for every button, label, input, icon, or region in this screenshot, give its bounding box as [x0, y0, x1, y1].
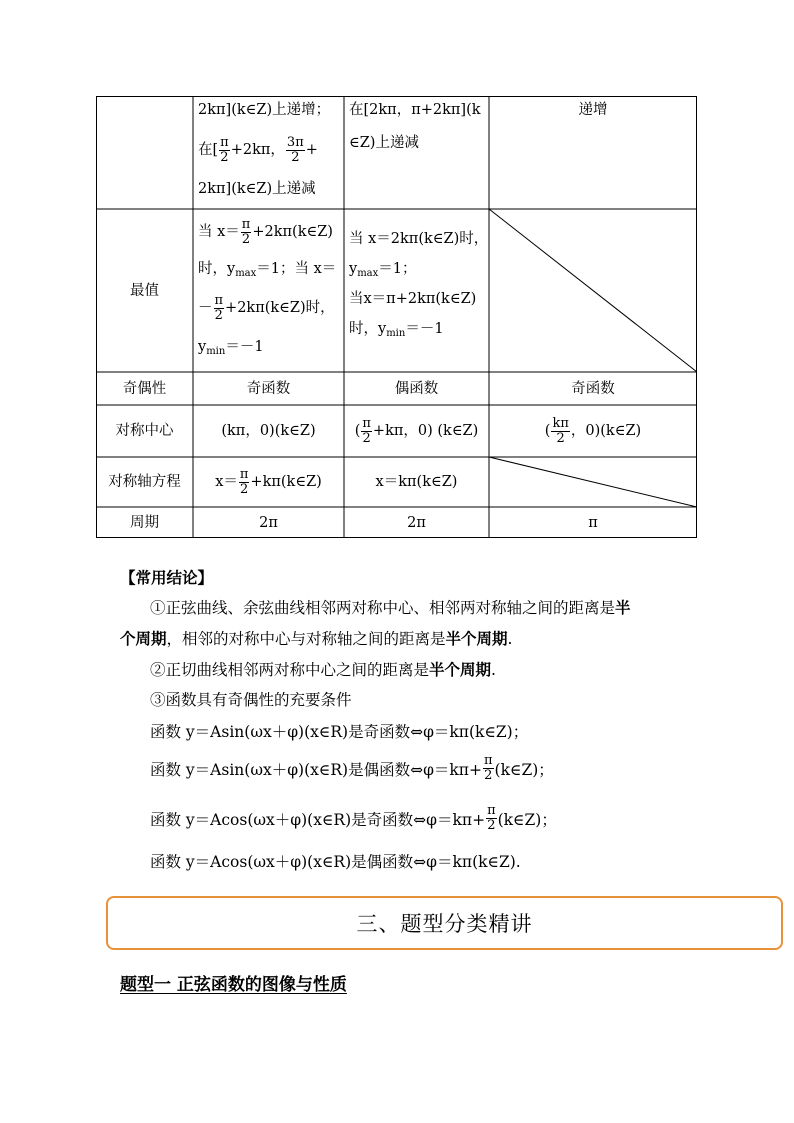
- cos-monotone-line1: 在[2kπ，π+2kπ](k: [349, 102, 481, 118]
- subscript: min: [206, 346, 226, 357]
- fraction: [241, 218, 252, 247]
- row-label-parity: 奇偶性: [122, 380, 167, 397]
- sin-extreme-line1: [198, 210, 346, 254]
- text: 时，y: [349, 321, 387, 337]
- sin-axis-cell: [193, 457, 344, 507]
- conclusion-1-line1: [150, 596, 631, 618]
- sin-monotone-line3: 2kπ](k∈Z)上递减: [198, 181, 316, 197]
- conclusions-heading: 【常用结论】: [120, 568, 214, 587]
- text: +kπ(k∈Z): [250, 474, 322, 490]
- fraction: [486, 804, 497, 833]
- fraction: [219, 136, 230, 165]
- cos-extreme-cell: [344, 210, 491, 372]
- subscript: min: [386, 328, 406, 339]
- cos-axis-cell: x＝kπ(k∈Z): [375, 474, 458, 490]
- denominator: 2: [487, 818, 496, 833]
- numerator: π: [484, 753, 493, 768]
- fraction: [286, 136, 305, 165]
- conclusion-1-line2: [120, 627, 512, 649]
- row-label-extreme: 最值: [130, 282, 159, 299]
- formula-3: [150, 804, 557, 833]
- text: +2kπ(k∈Z): [252, 224, 333, 240]
- sin-parity-cell: 奇函数: [246, 380, 291, 397]
- fraction: [239, 468, 250, 497]
- denominator: 2: [556, 430, 565, 446]
- denominator: 2: [291, 149, 300, 165]
- denominator: 2: [220, 149, 229, 165]
- text: y: [198, 339, 207, 355]
- text: ，0)(k∈Z): [570, 423, 642, 439]
- text: +: [305, 142, 318, 158]
- fraction: [551, 417, 569, 446]
- subscript: max: [235, 268, 257, 279]
- cos-center-cell: [344, 405, 489, 457]
- text: x＝: [215, 474, 238, 490]
- formula-2: [150, 754, 554, 783]
- tan-monotone-cell: 递增: [578, 102, 608, 118]
- text: 函数 y＝Acos(ωx＋φ)(x∈R)是奇函数⇔φ＝kπ+: [150, 810, 486, 829]
- denominator: 2: [362, 430, 371, 446]
- banner-title: 三、题型分类精讲: [356, 912, 533, 936]
- text: (k∈Z)；: [494, 760, 554, 779]
- sin-monotone-line1: 2kπ](k∈Z)上递增；: [198, 102, 331, 118]
- empty-cell-diagonal: [489, 209, 697, 372]
- cos-extreme-line3: 当x＝π+2kπ(k∈Z): [349, 291, 477, 307]
- cos-monotone-cell: [344, 98, 489, 208]
- text: 当 x＝: [198, 224, 240, 240]
- sin-period-cell: 2π: [259, 514, 278, 531]
- text: ＝－1: [405, 321, 444, 337]
- cos-extreme-line2: [349, 254, 491, 284]
- text: 函数 y＝Asin(ωx＋φ)(x∈R)是偶函数⇔φ＝kπ+: [150, 760, 482, 779]
- text: ②正切曲线相邻两对称中心之间的距离是: [150, 661, 430, 679]
- row-label-period: 周期: [130, 514, 159, 531]
- text: .: [507, 630, 513, 648]
- sin-monotone-cell: [193, 98, 344, 208]
- text: y: [349, 261, 358, 277]
- row-label-center: 对称中心: [115, 423, 174, 439]
- denominator: 2: [241, 231, 251, 247]
- text: ，相邻的对称中心与对称轴之间的距离是: [166, 630, 446, 648]
- conclusion-3: ③函数具有奇偶性的充要条件: [150, 691, 352, 709]
- cos-monotone-line2: ∈Z)上递减: [349, 135, 419, 151]
- text: +kπ，0) (k∈Z): [372, 423, 479, 439]
- fraction: [361, 417, 372, 446]
- numerator: π: [362, 415, 371, 431]
- numerator: π: [214, 292, 224, 308]
- text: (k∈Z)；: [497, 810, 557, 829]
- cos-period-cell: 2π: [407, 514, 426, 531]
- numerator: π: [239, 466, 249, 482]
- emphasis: 半: [615, 598, 631, 617]
- sin-extreme-line2: [198, 254, 346, 284]
- empty-cell-diagonal: [489, 457, 697, 507]
- denominator: 2: [240, 481, 249, 497]
- text: +2kπ(k∈Z)时，: [225, 300, 335, 316]
- text: ①正弦曲线、余弦曲线相邻两对称中心、相邻两对称轴之间的距离是: [150, 599, 616, 617]
- denominator: 2: [214, 307, 223, 323]
- emphasis: 半个周期: [445, 629, 508, 648]
- emphasis: 半个周期: [429, 660, 492, 679]
- formula-1: 函数 y＝Asin(ωx＋φ)(x∈R)是奇函数⇔φ＝kπ(k∈Z)；: [150, 723, 529, 741]
- tan-center-cell: [489, 405, 697, 457]
- text: (: [544, 423, 551, 439]
- conclusion-2: [150, 658, 496, 680]
- numerator: kπ: [552, 415, 569, 431]
- cos-extreme-line1: 当 x＝2kπ(k∈Z)时，: [349, 231, 489, 247]
- emphasis: 个周期: [120, 629, 167, 648]
- sin-extreme-line3: [198, 284, 346, 332]
- formula-4: 函数 y＝Acos(ωx＋φ)(x∈R)是偶函数⇔φ＝kπ(k∈Z).: [150, 853, 521, 871]
- cos-parity-cell: 偶函数: [394, 380, 439, 397]
- text: ＝1；: [378, 261, 417, 277]
- properties-table: [96, 96, 697, 538]
- numerator: π: [220, 134, 229, 150]
- text: ＝1；当 x＝: [256, 261, 337, 277]
- text: (: [354, 423, 361, 439]
- text: ＝－1: [225, 339, 264, 355]
- text: 时，y: [198, 261, 236, 277]
- fraction: [483, 754, 494, 783]
- subscript: max: [357, 268, 379, 279]
- text: +2kπ，: [230, 142, 285, 158]
- tan-parity-cell: 奇函数: [571, 380, 615, 397]
- sin-monotone-line2: [198, 126, 344, 174]
- denominator: 2: [484, 768, 493, 783]
- fraction: [214, 294, 225, 323]
- sin-extreme-line4: [198, 332, 346, 362]
- text: －: [198, 300, 213, 316]
- numerator: 3π: [286, 134, 304, 150]
- row-label-axis: 对称轴方程: [108, 474, 181, 490]
- text: .: [491, 661, 496, 679]
- sin-center-cell: (kπ，0)(k∈Z): [221, 423, 316, 439]
- cos-extreme-line4: [349, 314, 491, 344]
- text: 在[: [198, 142, 219, 158]
- sin-extreme-cell: [193, 210, 346, 372]
- section-heading: 题型一 正弦函数的图像与性质: [120, 975, 347, 995]
- numerator: π: [487, 803, 496, 818]
- tan-period-cell: π: [588, 514, 598, 531]
- section-banner: [106, 896, 783, 950]
- numerator: π: [241, 216, 251, 232]
